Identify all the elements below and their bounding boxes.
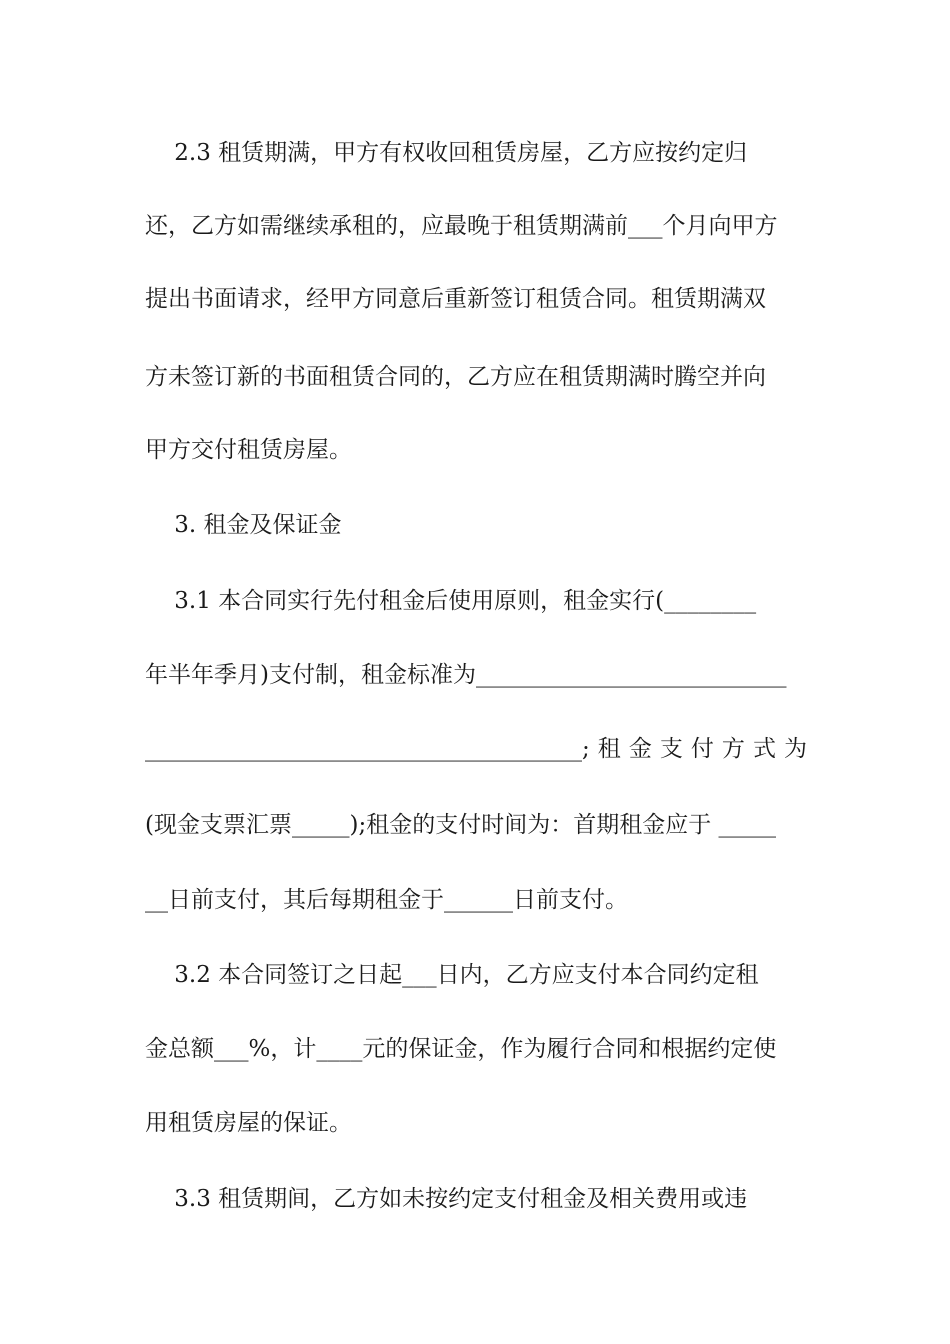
text-line: (现金支票汇票_____);租金的支付时间为：首期租金应于 _____ — [145, 812, 777, 838]
text-line: 3.2 本合同签订之日起___日内，乙方应支付本合同约定租 — [145, 962, 759, 988]
text-line: 3.3 租赁期间，乙方如未按约定支付租金及相关费用或违 — [145, 1186, 748, 1212]
text-line: 年半年季月)支付制，租金标准为___________________________ — [145, 662, 787, 688]
text-line: 2.3 租赁期满，甲方有权收回租赁房屋，乙方应按约定归 — [145, 140, 748, 166]
text-line: 金总额___%，计____元的保证金，作为履行合同和根据约定使 — [145, 1036, 777, 1062]
text-line: 还，乙方如需继续承租的，应最晚于租赁期满前___个月向甲方 — [145, 213, 778, 239]
text-line: 3.1 本合同实行先付租金后使用原则，租金实行(________ — [145, 588, 757, 614]
text-line: __日前支付，其后每期租金于______日前支付。 — [145, 887, 628, 913]
text-line: ______________________________________;租金支付方式为 — [145, 736, 807, 762]
text-line: 用租赁房屋的保证。 — [145, 1110, 352, 1136]
text-line: 甲方交付租赁房屋。 — [145, 437, 352, 463]
section-heading: 3. 租金及保证金 — [145, 512, 342, 538]
text-line: 方未签订新的书面租赁合同的，乙方应在租赁期满时腾空并向 — [145, 364, 766, 390]
text-line: 提出书面请求，经甲方同意后重新签订租赁合同。租赁期满双 — [145, 286, 766, 312]
